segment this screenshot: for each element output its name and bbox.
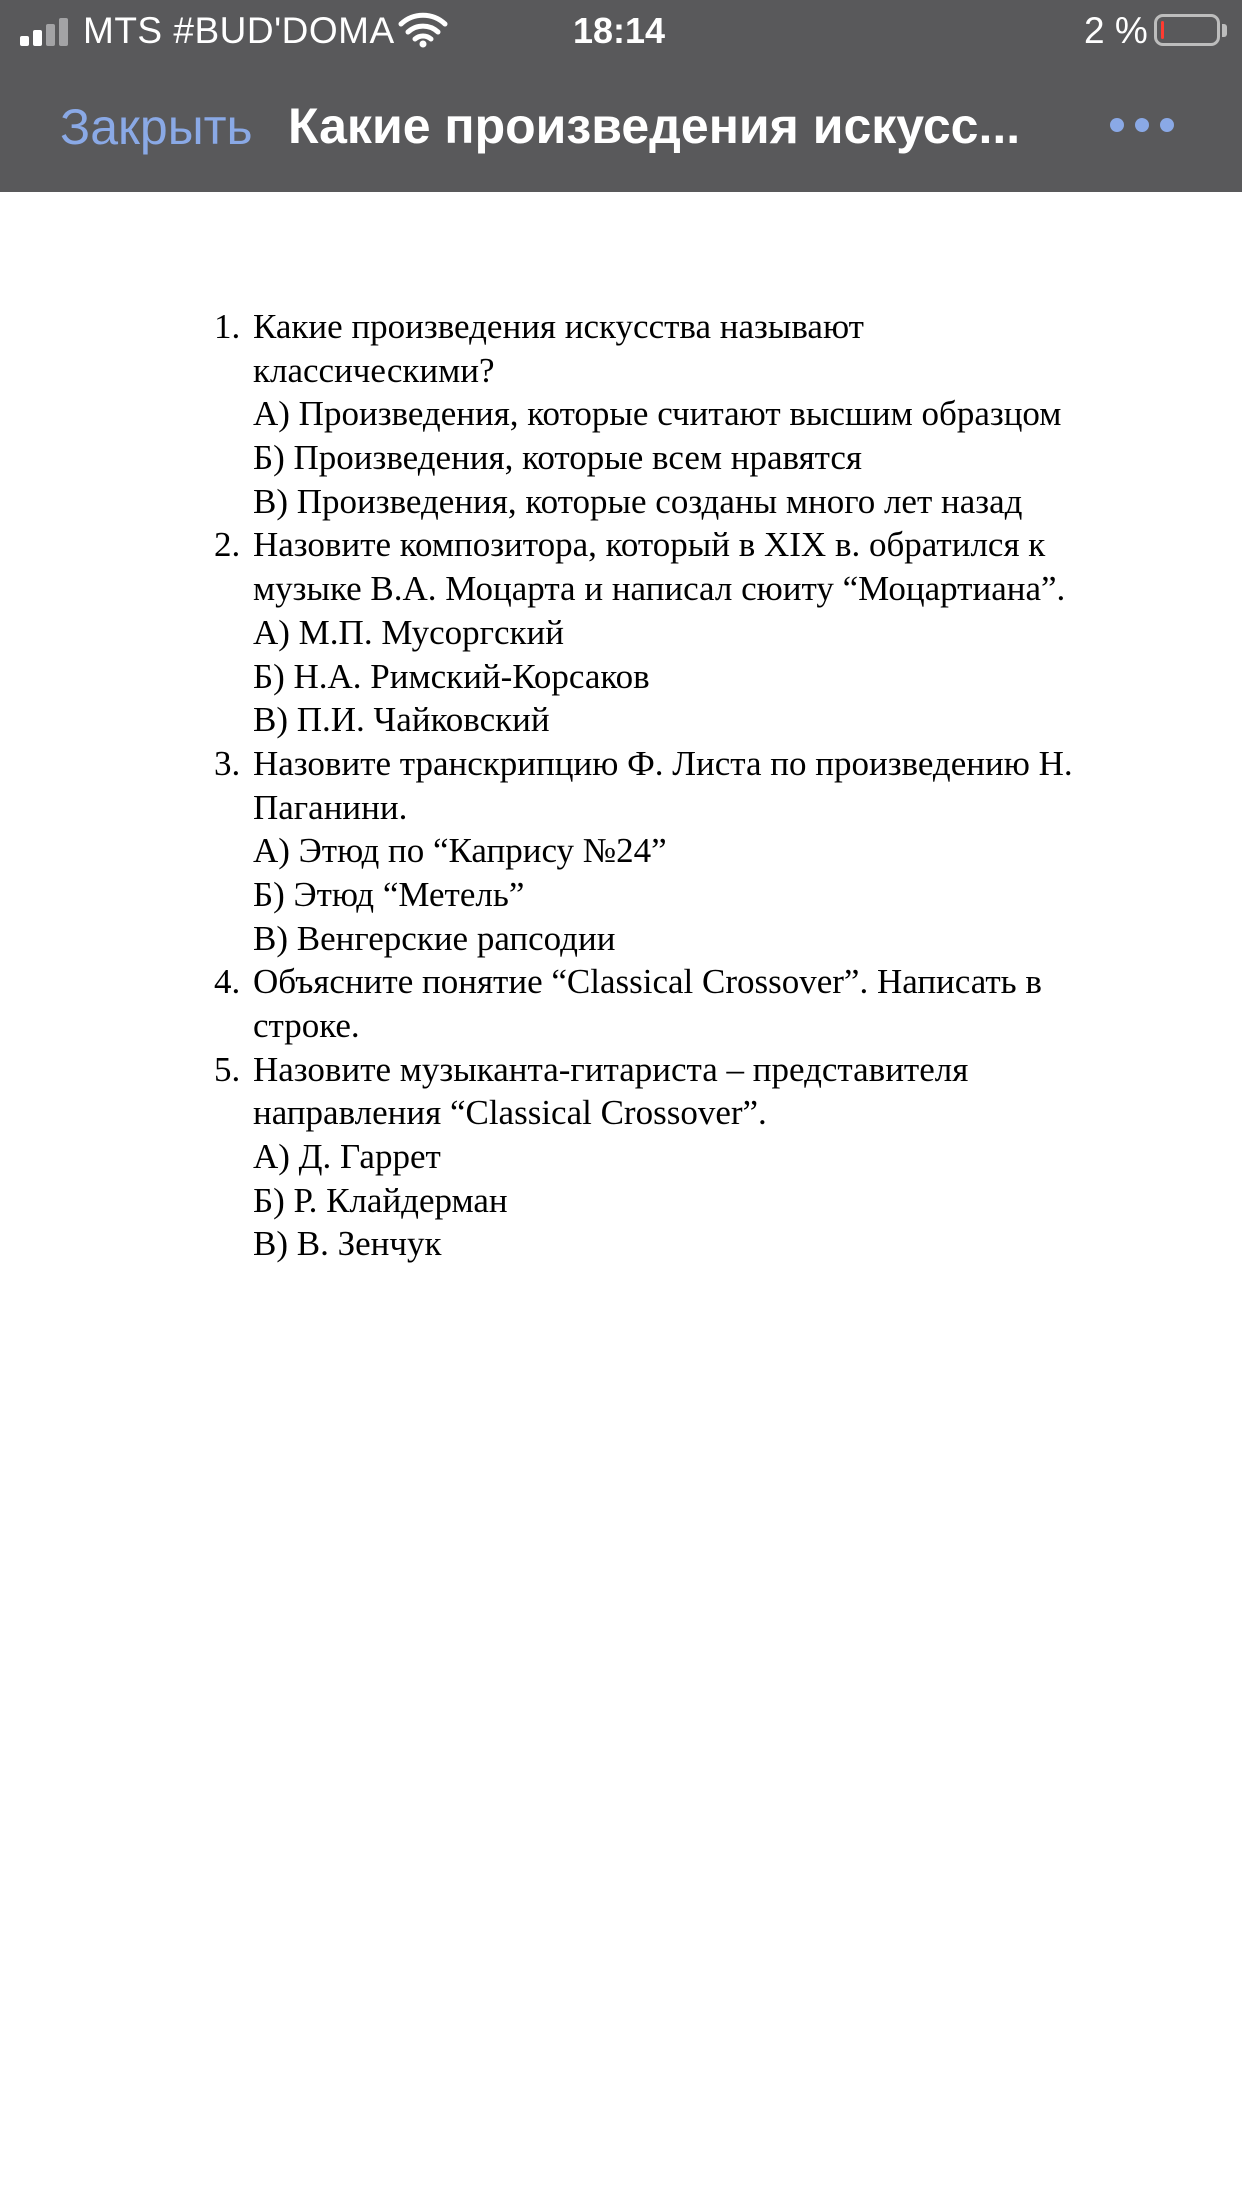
document-viewer[interactable] xyxy=(0,192,1242,2208)
question-line xyxy=(0,567,1242,611)
signal-icon xyxy=(20,16,72,46)
answer-option-text: В) Произведения, которые созданы много лет назад xyxy=(253,481,1023,521)
top-bar xyxy=(0,0,1242,192)
signal-bar xyxy=(20,36,29,46)
question-text: Назовите транскрипцию Ф. Листа по произведению Н. xyxy=(253,743,1073,783)
question-number: 1. xyxy=(214,307,241,346)
question-line xyxy=(0,305,1242,349)
question-number: 5. xyxy=(214,1049,241,1089)
answer-option-text: Б) Произведения, которые всем нравятся xyxy=(253,438,863,478)
answer-option-text: Б) Н.А. Римский-Корсаков xyxy=(253,656,650,696)
battery-percent: 2 % xyxy=(1084,10,1148,51)
question-text: классическими? xyxy=(253,350,495,390)
answer-option xyxy=(0,917,1242,961)
signal-bar xyxy=(59,18,68,46)
answer-option xyxy=(0,436,1242,480)
answer-option xyxy=(0,1135,1242,1179)
question-text: музыке В.А. Моцарта и написал сюиту “Моцартиана”. xyxy=(253,569,1066,609)
question-text: Назовите композитора, который в XIX в. обратился к xyxy=(253,525,1046,565)
answer-option xyxy=(0,873,1242,917)
question-text: Объясните понятие “Classical Crossover”. Написать в xyxy=(253,962,1042,1002)
answer-option-text: А) Произведения, которые считают высшим образцом xyxy=(253,394,1062,434)
battery-level xyxy=(1161,21,1164,39)
battery-tip xyxy=(1222,24,1227,37)
answer-option xyxy=(0,698,1242,742)
question-number: 3. xyxy=(214,743,241,783)
answer-option xyxy=(0,1179,1242,1223)
more-dots-icon[interactable] xyxy=(1106,100,1178,150)
answer-option-text: А) Д. Гаррет xyxy=(253,1137,441,1177)
answer-option-text: В) В. Зенчук xyxy=(253,1224,442,1264)
signal-bar xyxy=(46,24,55,46)
battery-icon xyxy=(1154,14,1220,46)
question-text: Какие произведения искусства называют xyxy=(253,307,864,346)
question-text: направления “Classical Crossover”. xyxy=(253,1093,767,1133)
question-line xyxy=(0,742,1242,786)
question-line xyxy=(0,1048,1242,1092)
carrier-name: MTS #BUD'DOMA xyxy=(83,10,395,51)
question-line xyxy=(0,1091,1242,1135)
answer-option-text: Б) Этюд “Метель” xyxy=(253,874,525,914)
question-line xyxy=(0,523,1242,567)
page-title: Какие произведения искусс... xyxy=(288,98,1021,154)
question-text: Паганини. xyxy=(253,787,408,827)
answer-option xyxy=(0,611,1242,655)
question-number: 4. xyxy=(214,962,241,1002)
close-button[interactable]: Закрыть xyxy=(60,99,253,155)
status-bar xyxy=(0,0,1242,62)
answer-option xyxy=(0,655,1242,699)
question-number: 2. xyxy=(214,525,241,565)
wifi-icon xyxy=(398,12,448,48)
question-line xyxy=(0,1004,1242,1048)
question-line xyxy=(0,349,1242,393)
answer-option-text: А) М.П. Мусоргский xyxy=(253,612,564,652)
answer-option-text: А) Этюд по “Капрису №24” xyxy=(253,831,667,871)
answer-option xyxy=(0,480,1242,524)
answer-option-text: Б) Р. Клайдерман xyxy=(253,1180,508,1220)
question-list xyxy=(0,305,1242,1266)
answer-option-text: В) Венгерские рапсодии xyxy=(253,918,616,958)
answer-option xyxy=(0,829,1242,873)
question-text: строке. xyxy=(253,1006,360,1045)
clock: 18:14 xyxy=(573,10,666,51)
answer-option xyxy=(0,1222,1242,1266)
signal-bar xyxy=(33,30,42,46)
answer-option xyxy=(0,392,1242,436)
question-line xyxy=(0,960,1242,1004)
answer-option-text: В) П.И. Чайковский xyxy=(253,700,550,740)
question-text: Назовите музыканта-гитариста – представителя xyxy=(253,1049,969,1089)
question-line xyxy=(0,786,1242,830)
